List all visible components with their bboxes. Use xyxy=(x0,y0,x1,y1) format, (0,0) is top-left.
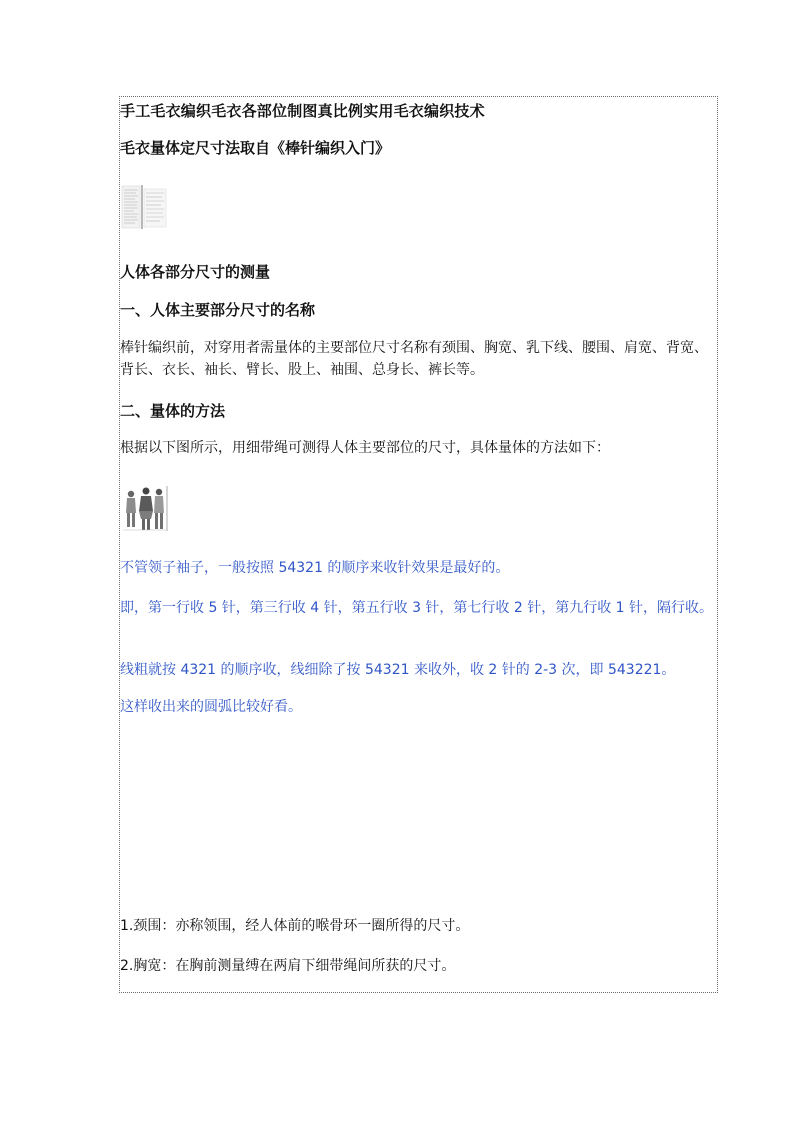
sizing-chart-image xyxy=(121,183,169,231)
part2-heading: 二、量体的方法 xyxy=(120,402,226,420)
measure-item-2: 2.胸宽：在胸前测量缚在两肩下细带绳间所获的尺寸。 xyxy=(120,958,456,974)
part1-text: 棒针编织前，对穿用者需量体的主要部位尺寸名称有颈围、胸宽、乳下线、腰围、肩宽、背宽、背长、衣长、袖长、臂长、股上、袖围、总身长、裤长等。 xyxy=(120,340,708,378)
tip-line-1: 不管领子袖子，一般按照 54321 的顺序来收针效果是最好的。 xyxy=(120,560,510,576)
measurement-figure-image xyxy=(121,483,169,533)
part1-heading: 一、人体主要部分尺寸的名称 xyxy=(120,301,316,319)
content-frame xyxy=(119,96,718,993)
body-measurement-icon xyxy=(121,483,169,533)
section-title: 人体各部分尺寸的测量 xyxy=(120,263,271,281)
document-subtitle: 毛衣量体定尺寸法取自《棒针编织入门》 xyxy=(120,139,391,157)
document-title: 手工毛衣编织毛衣各部位制图真比例实用毛衣编织技术 xyxy=(120,102,485,120)
measure-item-1: 1.颈围：亦称领围，经人体前的喉骨环一圈所得的尺寸。 xyxy=(120,918,470,934)
part2-text: 根据以下图所示，用细带绳可测得人体主要部位的尺寸，具体量体的方法如下： xyxy=(120,440,610,456)
tip-line-4: 这样收出来的圆弧比较好看。 xyxy=(120,699,302,715)
sizing-chart-icon xyxy=(121,183,169,231)
tip-line-3: 线粗就按 4321 的顺序收，线细除了按 54321 来收外，收 2 针的 2-3 次，即 543221。 xyxy=(120,662,676,678)
tip-line-2: 即，第一行收 5 针，第三行收 4 针，第五行收 3 针，第七行收 2 针，第九行收 1 针，隔行收。 xyxy=(120,600,714,616)
